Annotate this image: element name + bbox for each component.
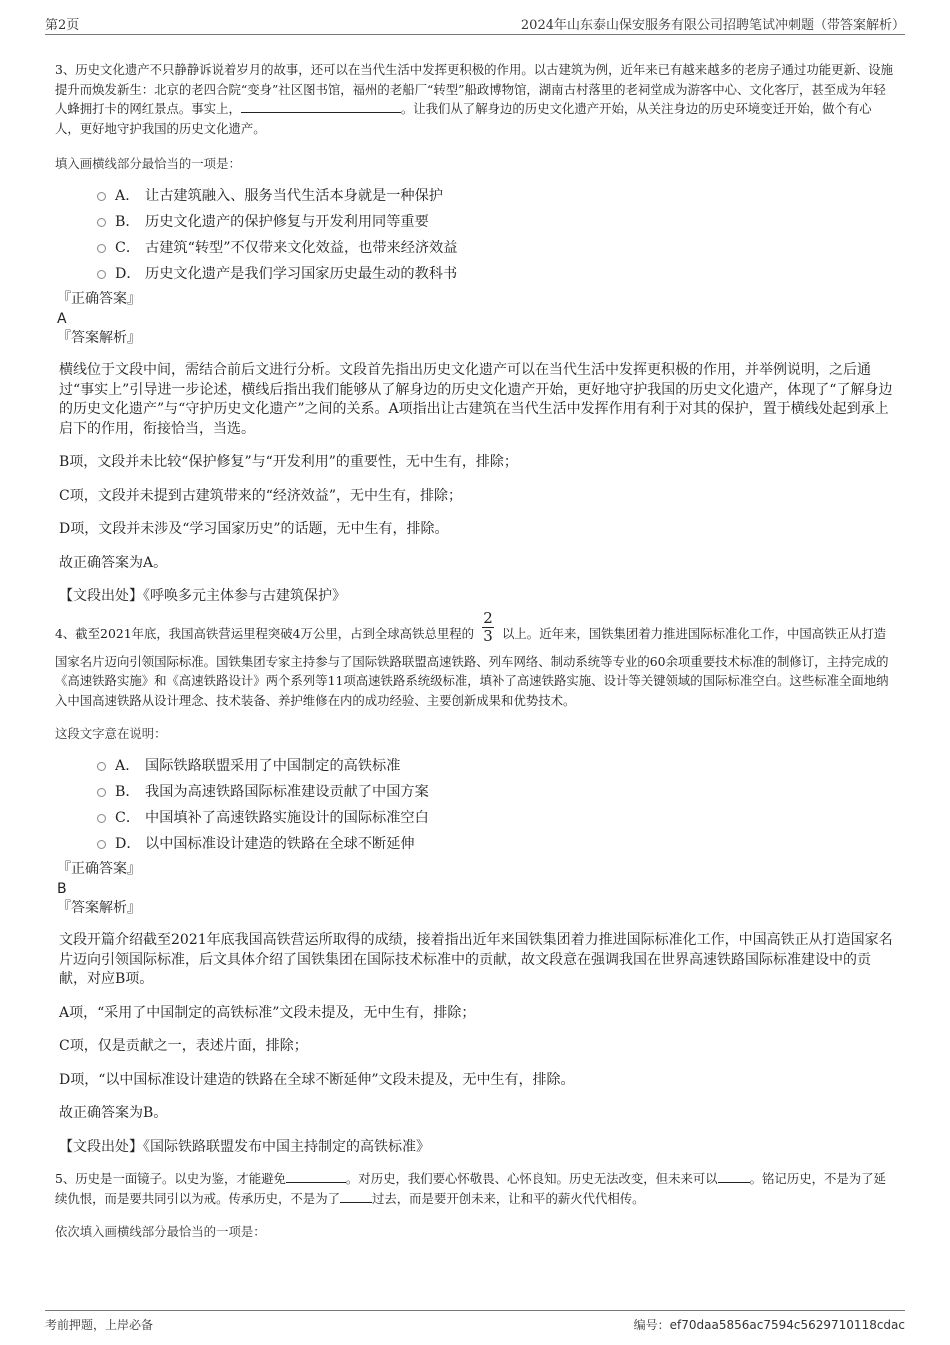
radio-icon[interactable] [97, 788, 106, 797]
page-content [55, 60, 895, 1241]
analysis-paragraph: D项，“以中国标准设计建造的铁路在全球不断延伸”文段未提及，无中生有，排除。 [59, 1071, 575, 1088]
question-3-prompt: 填入画横线部分最恰当的一项是： [55, 156, 241, 171]
page-footer [45, 1310, 905, 1335]
analysis-conclusion: 故正确答案为A。 [59, 554, 168, 571]
fraction: $\frac{2}{3}$ [483, 608, 493, 645]
question-5 [55, 1169, 895, 1241]
analysis-paragraph: A项，“采用了中国制定的高铁标准”文段未提及，无中生有，排除； [59, 1004, 476, 1021]
question-3-options [55, 183, 895, 287]
option-c[interactable]: C． 中国填补了高速铁路实施设计的国际标准空白 [97, 805, 895, 831]
option-c[interactable]: C． 古建筑“转型”不仅带来文化效益，也带来经济效益 [97, 235, 895, 261]
radio-icon[interactable] [97, 218, 106, 227]
fill-blank [340, 1190, 372, 1203]
radio-icon[interactable] [97, 192, 106, 201]
radio-icon[interactable] [97, 762, 106, 771]
question-5-prompt: 依次填入画横线部分最恰当的一项是： [55, 1224, 266, 1239]
page-number: 第2页 [45, 18, 80, 33]
radio-icon[interactable] [97, 840, 106, 849]
fill-blank [286, 1170, 346, 1183]
radio-icon[interactable] [97, 244, 106, 253]
option-d[interactable]: D． 历史文化遗产是我们学习国家历史最生动的教科书 [97, 261, 895, 287]
question-4-prompt: 这段文字意在说明： [55, 726, 167, 741]
document-title: 2024年山东泰山保安服务有限公司招聘笔试冲刺题（带答案解析） [520, 18, 905, 33]
analysis-paragraph: C项，仅是贡献之一，表述片面，排除； [59, 1038, 308, 1054]
page-header [45, 8, 905, 35]
question-4-options [55, 753, 895, 857]
analysis-paragraph: D项，文段并未涉及“学习国家历史”的话题，无中生有，排除。 [59, 521, 449, 537]
analysis-conclusion: 故正确答案为B。 [59, 1105, 168, 1121]
question-3 [55, 60, 895, 607]
analysis-paragraph: 横线位于文段中间，需结合前后文进行分析。文段首先指出历史文化遗产可以在当代生活中发挥更积极的作用，并举例说明，之后通过“事实上”引导进一步论述，横线后指出我们能够从了解身边的历史文化遗产开始，更好地守护我国的历史文化遗产，体现了“了解身边的历史文化遗产”与“守护历史文化遗产”之间的关系。A项指出让古建筑在当代生活中发挥作用有利于对其的保护，置于横线处起到承上启下的作用，衔接恰当，当选。 [59, 362, 893, 437]
analysis-paragraph: C项，文段并未提到古建筑带来的“经济效益”，无中生有，排除； [59, 487, 463, 504]
option-a[interactable]: A． 国际铁路联盟采用了中国制定的高铁标准 [97, 753, 895, 779]
question-4 [55, 608, 895, 1158]
answer-label: 『正确答案』 [57, 291, 141, 307]
radio-icon[interactable] [97, 270, 106, 279]
answer-value: A [57, 311, 67, 327]
answer-label: 『正确答案』 [57, 861, 141, 877]
option-d[interactable]: D． 以中国标准设计建造的铁路在全球不断延伸 [97, 831, 895, 857]
option-a[interactable]: A． 让古建筑融入、服务当代生活本身就是一种保护 [97, 183, 895, 209]
fill-blank [718, 1170, 750, 1183]
radio-icon[interactable] [97, 814, 106, 823]
analysis-label: 『答案解析』 [57, 330, 141, 346]
answer-value: B [57, 881, 67, 897]
source-citation: 【文段出处】《国际铁路联盟发布中国主持制定的高铁标准》 [59, 1138, 430, 1155]
footer-slogan: 考前押题，上岸必备 [45, 1318, 154, 1332]
question-5-text: 5、历史是一面镜子。以史为鉴，才能避免 。对历史，我们要心怀敬畏、心怀良知。历史无法改变，但未来可以 。铭记历史，不是为了延续仇恨，而是要共同引以为戒。传承历史，不是为了 过去，而是要开创未来，让和平的薪火代代相传。 [55, 1171, 886, 1206]
analysis-paragraph: B项，文段并未比较“保护修复”与“开发利用”的重要性，无中生有，排除； [59, 454, 518, 470]
option-b[interactable]: B． 我国为高速铁路国际标准建设贡献了中国方案 [97, 779, 895, 805]
document-code: 编号：ef70daa5856ac7594c5629710118cdac [633, 1318, 905, 1332]
analysis-paragraph: 文段开篇介绍截至2021年底我国高铁营运所取得的成绩，接着指出近年来国铁集团着力推进国际标准化工作，中国高铁正从打造国家名片迈向引领国际标准，后文具体介绍了国铁集团在国际技术标准中的贡献，故文段意在强调我国在世界高速铁路国际标准建设中的贡献，对应B项。 [59, 932, 893, 987]
question-3-text: 3、历史文化遗产不只静静诉说着岁月的故事，还可以在当代生活中发挥更积极的作用。以古建筑为例，近年来已有越来越多的老房子通过功能更新、设施提升而焕发新生：北京的老四合院“变身”社区图书馆，福州的老船厂“转型”船政博物馆，湖南古村落里的老祠堂成为游客中心、文化客厅，甚至成为年轻人蜂拥打卡的网红景点。事实上， 。让我们从了解身边的历史文化遗产开始，从关注身边的历史环境变迁开始，做个有心人，更好地守护我国的历史文化遗产。 [55, 62, 894, 136]
fill-blank [241, 100, 401, 113]
option-b[interactable]: B． 历史文化遗产的保护修复与开发利用同等重要 [97, 209, 895, 235]
source-citation: 【文段出处】《呼唤多元主体参与古建筑保护》 [59, 588, 346, 604]
analysis-label: 『答案解析』 [57, 900, 141, 916]
question-4-text: 4、截至2021年底，我国高铁营运里程突破4万公里，占到全球高铁总里程的 $\frac{2}{3}$ 以上。近年来，国铁集团着力推进国际标准化工作，中国高铁正从打造国家名片迈向引领国际标准。国铁集团专家主持参与了国际铁路联盟高速铁路、列车网络、制动系统等专业的60余项重要技术标准的制修订，主持完成的《高速铁路实施》和《高速铁路设计》两个系列等11项高速铁路系统级标准，填补了高速铁路实施、设计等关键领域的国际标准空白。这些标准全面地纳入中国高速铁路从设计理念、技术装备、养护维修在内的成功经验、主要创新成果和优势技术。 [55, 608, 889, 708]
